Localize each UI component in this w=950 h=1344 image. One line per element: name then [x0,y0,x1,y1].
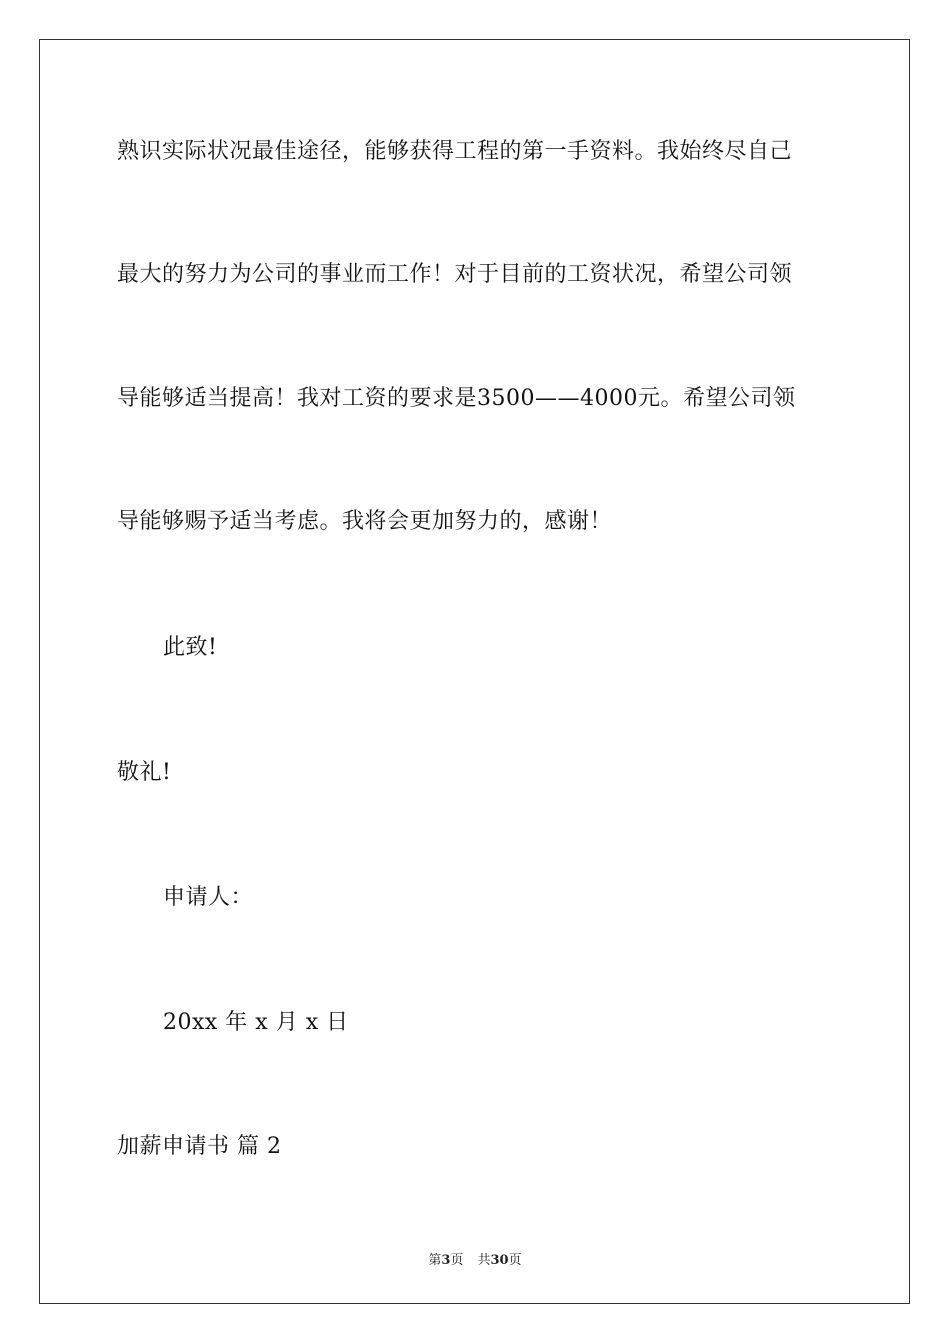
body-line-2: 最大的努力为公司的事业而工作！对于目前的工资状况，希望公司领 [117,262,793,287]
date-text: 20xx 年 x 月 x 日 [163,1010,349,1035]
section-heading: 加薪申请书 篇 2 [117,1134,282,1159]
footer-total-pages: 30 [490,1253,509,1268]
applicant-label: 申请人： [163,885,254,910]
body-line-1: 熟识实际状况最佳途径，能够获得工程的第一手资料。我始终尽自己 [117,139,793,164]
body-line-4: 导能够赐予适当考虑。我将会更加努力的，感谢！ [117,509,613,534]
footer-page-number: 3 [441,1253,451,1268]
footer-total-suffix: 页 [508,1253,522,1268]
footer-total-prefix: 共 [477,1253,491,1268]
footer-page-suffix: 页 [450,1253,464,1268]
footer-prefix: 第 [428,1253,442,1268]
closing-text: 此致! [163,635,218,660]
page-border [39,39,910,1304]
salute-text: 敬礼! [117,760,172,785]
page-footer [0,1249,950,1268]
body-line-3: 导能够适当提高！我对工资的要求是3500——4000元。希望公司领 [117,386,796,411]
